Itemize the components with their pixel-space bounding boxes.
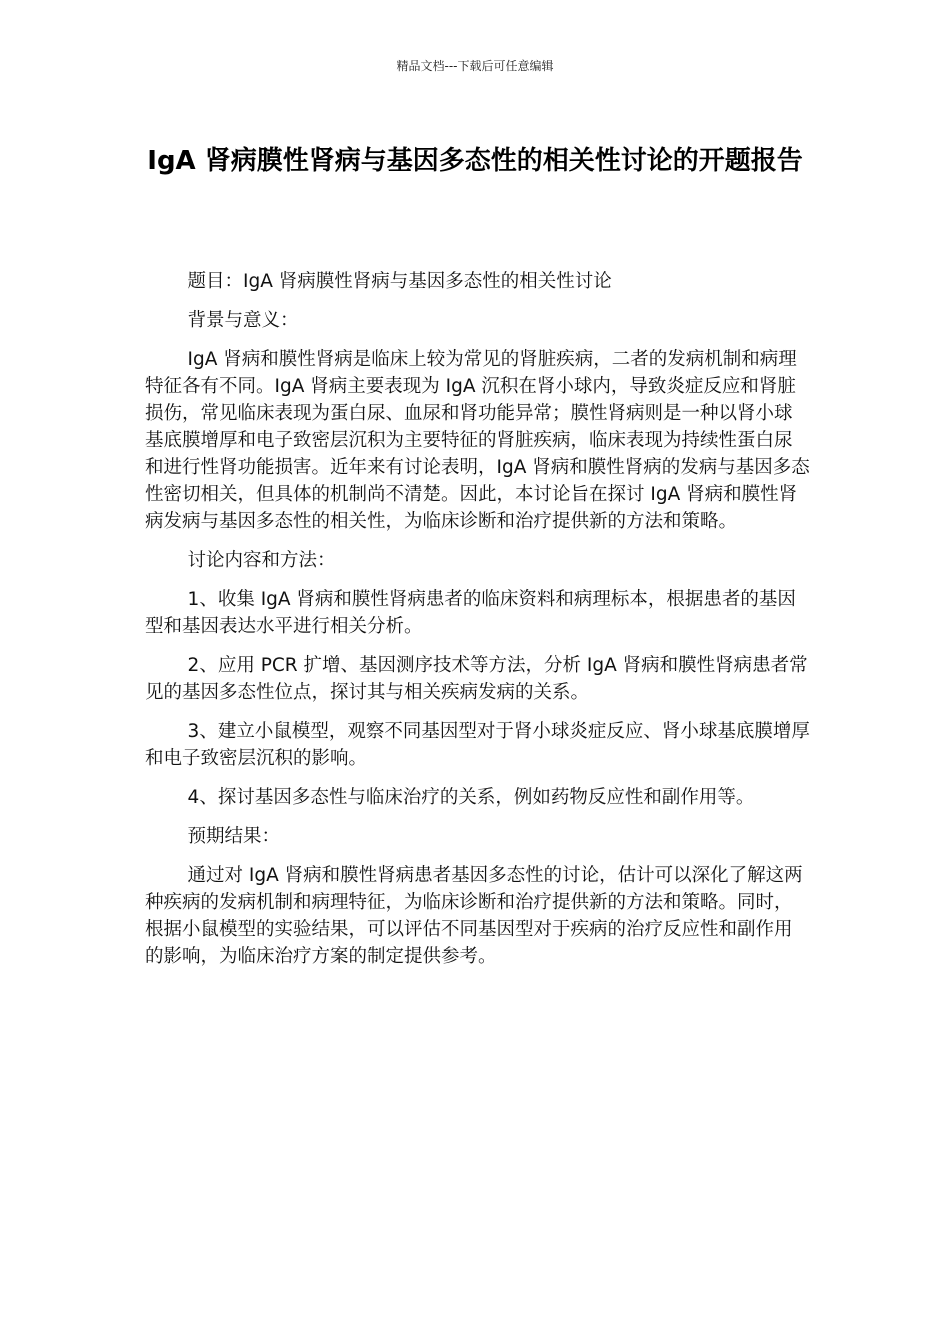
results-heading: 预期结果： xyxy=(187,826,281,847)
method-item-1: 1、收集 IgA 肾病和膜性肾病患者的临床资料和病理标本，根据患者的基因型和基因表达水平进行相关分析。 xyxy=(145,589,796,637)
methods-heading: 讨论内容和方法： xyxy=(187,550,336,571)
method-item-2: 2、应用 PCR 扩增、基因测序技术等方法，分析 IgA 肾病和膜性肾病患者常见的基因多态性位点，探讨其与相关疾病发病的关系。 xyxy=(145,655,808,703)
results-paragraph: 通过对 IgA 肾病和膜性肾病患者基因多态性的讨论，估计可以深化了解这两种疾病的发病机制和病理特征，为临床诊断和治疗提供新的方法和策略。同时，根据小鼠模型的实验结果，可以评估不同基因型对于疾病的治疗反应性和副作用的影响，为临床治疗方案的制定提供参考。 xyxy=(145,865,803,967)
background-paragraph: IgA 肾病和膜性肾病是临床上较为常见的肾脏疾病，二者的发病机制和病理特征各有不同。IgA 肾病主要表现为 IgA 沉积在肾小球内，导致炎症反应和肾脏损伤，常见临床表现为蛋白尿、血尿和肾功能异常；膜性肾病则是一种以肾小球基底膜增厚和电子致密层沉积为主要特征的肾脏疾病，临床表现为持续性蛋白尿和进行性肾功能损害。近年来有讨论表明，IgA 肾病和膜性肾病的发病与基因多态性密切相关，但具体的机制尚不清楚。因此，本讨论旨在探讨 IgA 肾病和膜性肾病发病与基因多态性的相关性，为临床诊断和治疗提供新的方法和策略。 xyxy=(145,349,810,532)
method-item-4: 4、探讨基因多态性与临床治疗的关系，例如药物反应性和副作用等。 xyxy=(187,787,755,808)
background-heading: 背景与意义： xyxy=(187,310,299,331)
topic-line: 题目：IgA 肾病膜性肾病与基因多态性的相关性讨论 xyxy=(187,271,612,292)
method-item-3: 3、建立小鼠模型，观察不同基因型对于肾小球炎症反应、肾小球基底膜增厚和电子致密层沉积的影响。 xyxy=(145,721,810,769)
header-note: 精品文档---下载后可任意编辑 xyxy=(396,59,554,73)
document-body xyxy=(145,268,810,982)
document-title: IgA 肾病膜性肾病与基因多态性的相关性讨论的开题报告 xyxy=(147,146,803,176)
